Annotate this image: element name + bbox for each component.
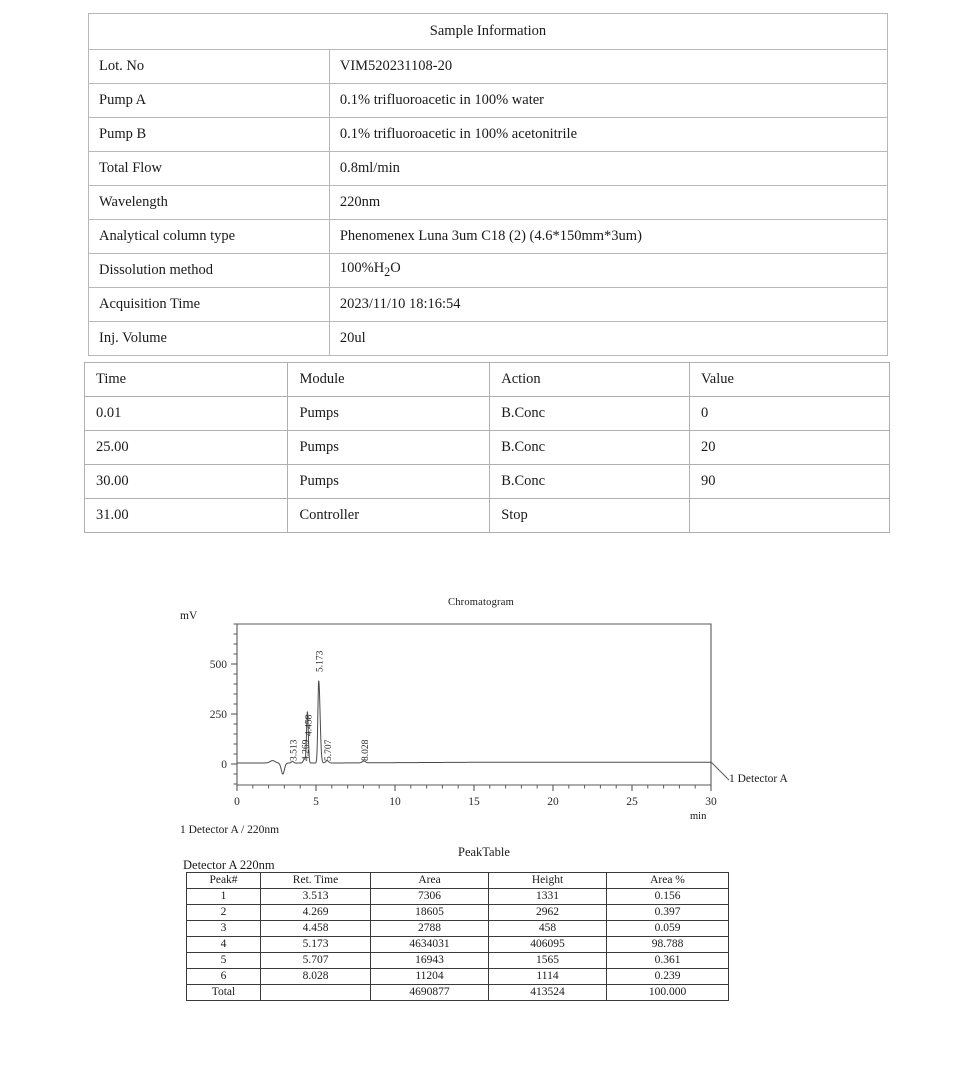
chromatogram-x-axis-label: min [690, 811, 707, 822]
peak-table-cell: 16943 [371, 953, 489, 969]
sample-information-row [89, 84, 888, 118]
sample-information-key: Pump A [89, 84, 330, 118]
sample-information-row [89, 220, 888, 254]
sample-information-row [89, 118, 888, 152]
gradient-program-cell: Stop [490, 499, 690, 533]
peak-table-cell: 98.788 [607, 937, 729, 953]
gradient-program-cell: 0 [689, 397, 889, 431]
gradient-program-cell: Pumps [288, 465, 490, 499]
x-tick-label: 30 [705, 796, 717, 808]
sample-information-header-row [89, 14, 888, 50]
chromatogram-title: Chromatogram [448, 597, 514, 608]
gradient-program-cell: B.Conc [490, 465, 690, 499]
sample-information-row [89, 254, 888, 288]
peak-table-title: PeakTable [458, 845, 510, 859]
peak-table-row [187, 889, 729, 905]
peak-table-cell: 5.173 [261, 937, 371, 953]
peak-table-body [187, 889, 729, 1001]
gradient-program-row [85, 499, 890, 533]
peak-table-row [187, 969, 729, 985]
peak-table-total-cell: 413524 [489, 985, 607, 1001]
peak-table-cell: 0.239 [607, 969, 729, 985]
chromatogram-trace [237, 681, 711, 774]
peak-table-header-cell: Area [371, 873, 489, 889]
peak-label: 5.707 [324, 739, 335, 761]
peak-table-cell: 1114 [489, 969, 607, 985]
gradient-program-header-cell: Value [689, 363, 889, 397]
peak-table-cell: 1331 [489, 889, 607, 905]
peak-table-header [187, 873, 729, 889]
peak-table-total-cell: 100.000 [607, 985, 729, 1001]
sample-information-value: 0.8ml/min [329, 152, 887, 186]
y-tick-label: 500 [209, 659, 227, 671]
gradient-program-header-cell: Module [288, 363, 490, 397]
gradient-program-rows [85, 397, 890, 533]
peak-table-header-cell: Ret. Time [261, 873, 371, 889]
sample-information-value: 20ul [329, 322, 887, 356]
y-tick-label: 250 [209, 709, 227, 721]
peak-table-cell: 406095 [489, 937, 607, 953]
peak-table-cell: 7306 [371, 889, 489, 905]
x-tick-label: 5 [313, 796, 319, 808]
sample-information-title: Sample Information [89, 14, 888, 50]
sample-information-key: Inj. Volume [89, 322, 330, 356]
sample-information-row [89, 288, 888, 322]
gradient-program-cell: B.Conc [490, 431, 690, 465]
sample-information-value: 220nm [329, 186, 887, 220]
peak-table-cell: 3.513 [261, 889, 371, 905]
sample-information-rows [89, 50, 888, 356]
sample-information-value: Phenomenex Luna 3um C18 (2) (4.6*150mm*3um) [329, 220, 887, 254]
chromatogram-y-axis-label: mV [180, 610, 198, 622]
chromatogram-detector-caption: 1 Detector A / 220nm [180, 824, 280, 836]
x-tick-label: 25 [626, 796, 638, 808]
gradient-program-cell: 25.00 [85, 431, 288, 465]
peak-table-cell: 5.707 [261, 953, 371, 969]
gradient-program-cell: Controller [288, 499, 490, 533]
x-tick-label: 0 [234, 796, 240, 808]
peak-table-header-cell: Area % [607, 873, 729, 889]
peak-table-cell: 0.059 [607, 921, 729, 937]
sample-information-value: $100\%H_2O$ [329, 254, 887, 288]
peak-table-cell: 3 [187, 921, 261, 937]
detector-leader-line [711, 762, 729, 780]
gradient-program-row [85, 465, 890, 499]
peak-table-header-row [187, 873, 729, 889]
sample-information-row [89, 152, 888, 186]
peak-table-total-cell: Total [187, 985, 261, 1001]
peak-table-cell: 18605 [371, 905, 489, 921]
y-tick-label: 0 [221, 759, 227, 771]
peak-table-cell: 0.156 [607, 889, 729, 905]
gradient-program-row [85, 431, 890, 465]
sample-information-key: Lot. No [89, 50, 330, 84]
gradient-program-cell: 20 [689, 431, 889, 465]
peak-table-row [187, 953, 729, 969]
sample-information-value: 0.1% trifluoroacetic in 100% water [329, 84, 887, 118]
sample-information-key: Dissolution method [89, 254, 330, 288]
peak-table-total-cell [261, 985, 371, 1001]
peak-table-total-row [187, 985, 729, 1001]
peak-label: 4.458 [304, 714, 315, 736]
plot-frame [237, 624, 711, 785]
sample-information-table [88, 13, 888, 356]
gradient-program-cell: 90 [689, 465, 889, 499]
peak-table-subtitle: Detector A 220nm [183, 858, 275, 872]
gradient-program-cell: 31.00 [85, 499, 288, 533]
sample-information-key: Pump B [89, 118, 330, 152]
gradient-program-header-cell: Action [490, 363, 690, 397]
gradient-program-cell: B.Conc [490, 397, 690, 431]
peak-table-cell: 2962 [489, 905, 607, 921]
gradient-program-cell: Pumps [288, 431, 490, 465]
peak-table-cell: 0.361 [607, 953, 729, 969]
peak-table-cell: 4.458 [261, 921, 371, 937]
gradient-program-cell: 30.00 [85, 465, 288, 499]
sample-information-row [89, 186, 888, 220]
x-tick-label: 10 [389, 796, 401, 808]
gradient-program-cell: Pumps [288, 397, 490, 431]
peak-label: 5.173 [315, 650, 326, 672]
peak-table-cell: 0.397 [607, 905, 729, 921]
peak-table-row [187, 921, 729, 937]
gradient-program-cell: 0.01 [85, 397, 288, 431]
sample-information-row [89, 322, 888, 356]
peak-table-header-cell: Height [489, 873, 607, 889]
peak-table-cell: 8.028 [261, 969, 371, 985]
peak-table [186, 872, 729, 1001]
peak-label: 8.028 [360, 739, 371, 761]
peak-table-header-cell: Peak# [187, 873, 261, 889]
gradient-program-header-row [85, 363, 890, 397]
gradient-program-table [84, 362, 890, 533]
sample-information-value: 0.1% trifluoroacetic in 100% acetonitrile [329, 118, 887, 152]
peak-table-cell: 2788 [371, 921, 489, 937]
peak-table-cell: 1 [187, 889, 261, 905]
peak-table-cell: 2 [187, 905, 261, 921]
peak-table-row [187, 937, 729, 953]
sample-information-key: Acquisition Time [89, 288, 330, 322]
sample-information-key: Analytical column type [89, 220, 330, 254]
sample-information-row [89, 50, 888, 84]
peak-table-cell: 5 [187, 953, 261, 969]
sample-information-value: 2023/11/10 18:16:54 [329, 288, 887, 322]
peak-table-cell: 1565 [489, 953, 607, 969]
gradient-program-header [85, 363, 890, 397]
x-tick-label: 20 [547, 796, 559, 808]
peak-table-cell: 458 [489, 921, 607, 937]
gradient-program-cell [689, 499, 889, 533]
peak-table-cell: 6 [187, 969, 261, 985]
chromatogram-detector-tag: 1 Detector A [729, 773, 788, 785]
gradient-program-row [85, 397, 890, 431]
x-tick-label: 15 [468, 796, 480, 808]
sample-information-key: Wavelength [89, 186, 330, 220]
sample-information-value: VIM520231108-20 [329, 50, 887, 84]
peak-table-cell: 4 [187, 937, 261, 953]
peak-table-cell: 11204 [371, 969, 489, 985]
peak-table-total-cell: 4690877 [371, 985, 489, 1001]
gradient-program-header-cell: Time [85, 363, 288, 397]
peak-table-cell: 4634031 [371, 937, 489, 953]
peak-label: 3.513 [289, 739, 300, 761]
peak-table-row [187, 905, 729, 921]
peak-table-cell: 4.269 [261, 905, 371, 921]
peak-label: 4.269 [301, 739, 312, 761]
sample-information-key: Total Flow [89, 152, 330, 186]
